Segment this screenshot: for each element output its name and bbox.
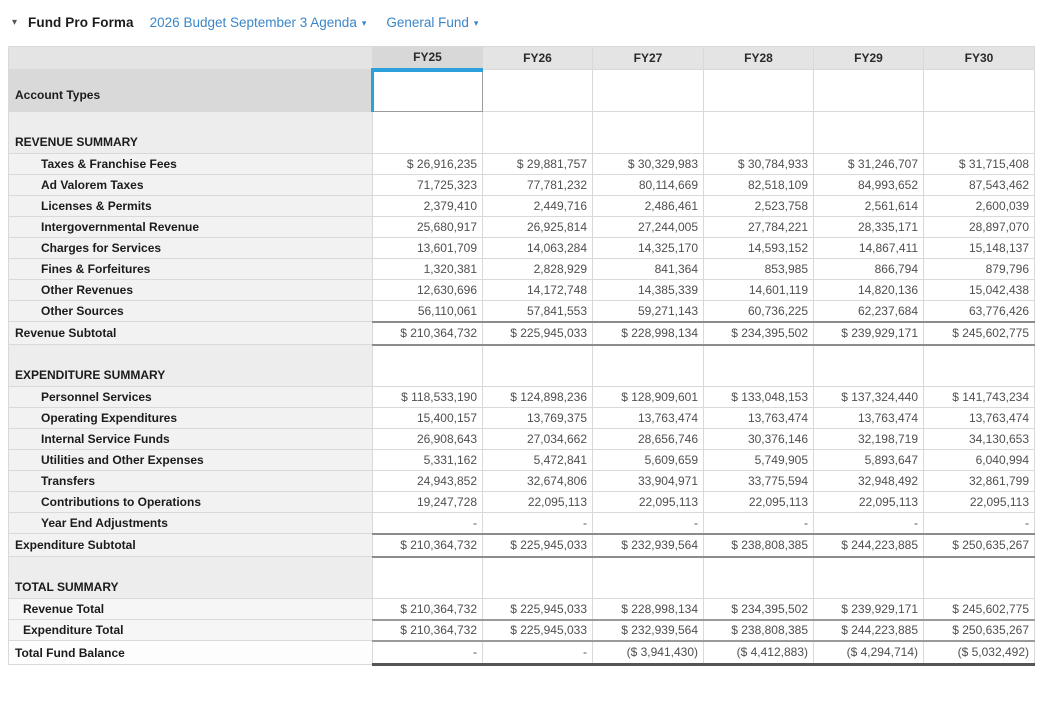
cell-other-revenues-fy28[interactable]: 14,601,119: [704, 280, 814, 301]
cell-charges-for-services-fy25[interactable]: 13,601,709: [373, 238, 483, 259]
cell-ad-valorem-taxes-fy29[interactable]: 84,993,652: [814, 175, 924, 196]
cell-other-revenues-fy26[interactable]: 14,172,748: [483, 280, 593, 301]
cell-utilities-and-other-expenses-fy30[interactable]: 6,040,994: [924, 450, 1035, 471]
cell-personnel-services-fy25[interactable]: $ 118,533,190: [373, 387, 483, 408]
row-label: EXPENDITURE SUMMARY: [9, 345, 373, 387]
row-charges-for-services: [9, 238, 1035, 259]
cell-other-sources-fy26[interactable]: 57,841,553: [483, 301, 593, 322]
cell-charges-for-services-fy28[interactable]: 14,593,152: [704, 238, 814, 259]
chevron-down-icon: ▾: [361, 17, 367, 28]
budget-version-label: 2026 Budget September 3 Agenda: [149, 14, 357, 30]
cell-expenditure-subtotal-fy25[interactable]: $ 210,364,732: [373, 534, 483, 557]
cell-expenditure-summary-fy29[interactable]: [814, 345, 924, 387]
column-header-row: [9, 47, 1035, 70]
cell-transfers-fy29[interactable]: 32,948,492: [814, 471, 924, 492]
cell-licenses-permits-fy27[interactable]: 2,486,461: [593, 196, 704, 217]
cell-expenditure-total-fy28[interactable]: $ 238,808,385: [704, 620, 814, 641]
cell-charges-for-services-fy29[interactable]: 14,867,411: [814, 238, 924, 259]
row-label: REVENUE SUMMARY: [9, 112, 373, 154]
row-total-summary: [9, 557, 1035, 599]
row-total-fund-balance: [9, 641, 1035, 665]
page-title: Fund Pro Forma: [28, 14, 134, 30]
cell-year-end-adjustments-fy30[interactable]: -: [924, 513, 1035, 534]
row-label: Internal Service Funds: [9, 429, 373, 450]
cell-revenue-total-fy25[interactable]: $ 210,364,732: [373, 599, 483, 620]
cell-other-sources-fy27[interactable]: 59,271,143: [593, 301, 704, 322]
cell-other-revenues-fy27[interactable]: 14,385,339: [593, 280, 704, 301]
row-label: Expenditure Total: [9, 620, 373, 641]
row-fines-forfeitures: [9, 259, 1035, 280]
row-label: Operating Expenditures: [9, 408, 373, 429]
row-expenditure-subtotal: [9, 534, 1035, 557]
cell-operating-expenditures-fy28[interactable]: 13,763,474: [704, 408, 814, 429]
cell-transfers-fy27[interactable]: 33,904,971: [593, 471, 704, 492]
cell-licenses-permits-fy26[interactable]: 2,449,716: [483, 196, 593, 217]
cell-personnel-services-fy30[interactable]: $ 141,743,234: [924, 387, 1035, 408]
cell-utilities-and-other-expenses-fy25[interactable]: 5,331,162: [373, 450, 483, 471]
cell-revenue-total-fy26[interactable]: $ 225,945,033: [483, 599, 593, 620]
row-expenditure-summary: [9, 345, 1035, 387]
cell-licenses-permits-fy25[interactable]: 2,379,410: [373, 196, 483, 217]
cell-total-fund-balance-fy29[interactable]: ($ 4,294,714): [814, 641, 924, 665]
cell-total-summary-fy25[interactable]: [373, 557, 483, 599]
cell-other-revenues-fy30[interactable]: 15,042,438: [924, 280, 1035, 301]
toolbar: [0, 0, 1041, 34]
cell-expenditure-summary-fy28[interactable]: [704, 345, 814, 387]
cell-other-revenues-fy29[interactable]: 14,820,136: [814, 280, 924, 301]
cell-taxes-franchise-fees-fy29[interactable]: $ 31,246,707: [814, 154, 924, 175]
cell-internal-service-funds-fy29[interactable]: 32,198,719: [814, 429, 924, 450]
cell-internal-service-funds-fy26[interactable]: 27,034,662: [483, 429, 593, 450]
cell-intergovernmental-revenue-fy25[interactable]: 25,680,917: [373, 217, 483, 238]
row-utilities-and-other-expenses: [9, 450, 1035, 471]
cell-revenue-subtotal-fy28[interactable]: $ 234,395,502: [704, 322, 814, 345]
cell-fines-forfeitures-fy27[interactable]: 841,364: [593, 259, 704, 280]
cell-revenue-subtotal-fy27[interactable]: $ 228,998,134: [593, 322, 704, 345]
row-label: Intergovernmental Revenue: [9, 217, 373, 238]
row-transfers: [9, 471, 1035, 492]
cell-total-fund-balance-fy25[interactable]: -: [373, 641, 483, 665]
cell-other-sources-fy28[interactable]: 60,736,225: [704, 301, 814, 322]
row-label: Utilities and Other Expenses: [9, 450, 373, 471]
cell-fines-forfeitures-fy30[interactable]: 879,796: [924, 259, 1035, 280]
row-label: Ad Valorem Taxes: [9, 175, 373, 196]
cell-expenditure-total-fy27[interactable]: $ 232,939,564: [593, 620, 704, 641]
cell-revenue-total-fy28[interactable]: $ 234,395,502: [704, 599, 814, 620]
row-label: Account Types: [9, 70, 373, 112]
cell-personnel-services-fy28[interactable]: $ 133,048,153: [704, 387, 814, 408]
cell-revenue-total-fy29[interactable]: $ 239,929,171: [814, 599, 924, 620]
cell-total-fund-balance-fy30[interactable]: ($ 5,032,492): [924, 641, 1035, 665]
cell-other-sources-fy30[interactable]: 63,776,426: [924, 301, 1035, 322]
cell-taxes-franchise-fees-fy26[interactable]: $ 29,881,757: [483, 154, 593, 175]
cell-account-types-fy25[interactable]: [373, 70, 483, 112]
cell-other-sources-fy25[interactable]: 56,110,061: [373, 301, 483, 322]
row-label: Contributions to Operations: [9, 492, 373, 513]
row-personnel-services: [9, 387, 1035, 408]
cell-revenue-total-fy30[interactable]: $ 245,602,775: [924, 599, 1035, 620]
cell-year-end-adjustments-fy25[interactable]: -: [373, 513, 483, 534]
cell-ad-valorem-taxes-fy28[interactable]: 82,518,109: [704, 175, 814, 196]
cell-revenue-subtotal-fy26[interactable]: $ 225,945,033: [483, 322, 593, 345]
cell-licenses-permits-fy28[interactable]: 2,523,758: [704, 196, 814, 217]
cell-expenditure-total-fy30[interactable]: $ 250,635,267: [924, 620, 1035, 641]
column-header-fy29[interactable]: FY29: [814, 47, 924, 70]
cell-ad-valorem-taxes-fy25[interactable]: 71,725,323: [373, 175, 483, 196]
cell-contributions-to-operations-fy28[interactable]: 22,095,113: [704, 492, 814, 513]
cell-total-fund-balance-fy28[interactable]: ($ 4,412,883): [704, 641, 814, 665]
cell-revenue-summary-fy29[interactable]: [814, 112, 924, 154]
column-header-fy26[interactable]: FY26: [483, 47, 593, 70]
pro-forma-grid: [8, 46, 1041, 666]
cell-account-types-fy26[interactable]: [483, 70, 593, 112]
cell-year-end-adjustments-fy27[interactable]: -: [593, 513, 704, 534]
cell-expenditure-summary-fy25[interactable]: [373, 345, 483, 387]
cell-year-end-adjustments-fy29[interactable]: -: [814, 513, 924, 534]
cell-transfers-fy28[interactable]: 33,775,594: [704, 471, 814, 492]
cell-total-summary-fy27[interactable]: [593, 557, 704, 599]
row-label: Fines & Forfeitures: [9, 259, 373, 280]
column-header-fy25[interactable]: FY25: [373, 47, 483, 70]
cell-charges-for-services-fy30[interactable]: 15,148,137: [924, 238, 1035, 259]
cell-year-end-adjustments-fy26[interactable]: -: [483, 513, 593, 534]
row-label: Charges for Services: [9, 238, 373, 259]
cell-internal-service-funds-fy28[interactable]: 30,376,146: [704, 429, 814, 450]
fund-dropdown[interactable]: [386, 15, 478, 30]
cell-revenue-subtotal-fy25[interactable]: $ 210,364,732: [373, 322, 483, 345]
cell-expenditure-subtotal-fy27[interactable]: $ 232,939,564: [593, 534, 704, 557]
cell-taxes-franchise-fees-fy25[interactable]: $ 26,916,235: [373, 154, 483, 175]
row-year-end-adjustments: [9, 513, 1035, 534]
cell-taxes-franchise-fees-fy30[interactable]: $ 31,715,408: [924, 154, 1035, 175]
collapse-section-icon[interactable]: ▾: [12, 16, 18, 28]
cell-fines-forfeitures-fy25[interactable]: 1,320,381: [373, 259, 483, 280]
cell-total-summary-fy28[interactable]: [704, 557, 814, 599]
cell-expenditure-subtotal-fy28[interactable]: $ 238,808,385: [704, 534, 814, 557]
row-label: Year End Adjustments: [9, 513, 373, 534]
cell-transfers-fy30[interactable]: 32,861,799: [924, 471, 1035, 492]
cell-utilities-and-other-expenses-fy27[interactable]: 5,609,659: [593, 450, 704, 471]
cell-total-fund-balance-fy27[interactable]: ($ 3,941,430): [593, 641, 704, 665]
cell-total-summary-fy30[interactable]: [924, 557, 1035, 599]
row-intergovernmental-revenue: [9, 217, 1035, 238]
cell-account-types-fy28[interactable]: [704, 70, 814, 112]
cell-ad-valorem-taxes-fy26[interactable]: 77,781,232: [483, 175, 593, 196]
row-contributions-to-operations: [9, 492, 1035, 513]
cell-other-revenues-fy25[interactable]: 12,630,696: [373, 280, 483, 301]
row-label: TOTAL SUMMARY: [9, 557, 373, 599]
cell-contributions-to-operations-fy25[interactable]: 19,247,728: [373, 492, 483, 513]
cell-account-types-fy30[interactable]: [924, 70, 1035, 112]
row-label: Licenses & Permits: [9, 196, 373, 217]
cell-operating-expenditures-fy30[interactable]: 13,763,474: [924, 408, 1035, 429]
row-label: Taxes & Franchise Fees: [9, 154, 373, 175]
cell-expenditure-total-fy29[interactable]: $ 244,223,885: [814, 620, 924, 641]
cell-operating-expenditures-fy25[interactable]: 15,400,157: [373, 408, 483, 429]
cell-revenue-summary-fy28[interactable]: [704, 112, 814, 154]
row-label: Other Revenues: [9, 280, 373, 301]
cell-ad-valorem-taxes-fy27[interactable]: 80,114,669: [593, 175, 704, 196]
row-label: Revenue Subtotal: [9, 322, 373, 345]
fund-label: General Fund: [386, 14, 469, 30]
cell-expenditure-total-fy25[interactable]: $ 210,364,732: [373, 620, 483, 641]
cell-other-sources-fy29[interactable]: 62,237,684: [814, 301, 924, 322]
cell-ad-valorem-taxes-fy30[interactable]: 87,543,462: [924, 175, 1035, 196]
cell-revenue-summary-fy26[interactable]: [483, 112, 593, 154]
cell-operating-expenditures-fy29[interactable]: 13,763,474: [814, 408, 924, 429]
row-label-column-header: [9, 47, 373, 70]
cell-intergovernmental-revenue-fy26[interactable]: 26,925,814: [483, 217, 593, 238]
cell-personnel-services-fy27[interactable]: $ 128,909,601: [593, 387, 704, 408]
chevron-down-icon: ▾: [473, 17, 479, 28]
cell-internal-service-funds-fy25[interactable]: 26,908,643: [373, 429, 483, 450]
cell-expenditure-subtotal-fy26[interactable]: $ 225,945,033: [483, 534, 593, 557]
cell-total-fund-balance-fy26[interactable]: -: [483, 641, 593, 665]
cell-personnel-services-fy26[interactable]: $ 124,898,236: [483, 387, 593, 408]
row-expenditure-total: [9, 620, 1035, 641]
cell-contributions-to-operations-fy30[interactable]: 22,095,113: [924, 492, 1035, 513]
row-operating-expenditures: [9, 408, 1035, 429]
cell-transfers-fy26[interactable]: 32,674,806: [483, 471, 593, 492]
cell-contributions-to-operations-fy29[interactable]: 22,095,113: [814, 492, 924, 513]
cell-year-end-adjustments-fy28[interactable]: -: [704, 513, 814, 534]
cell-expenditure-subtotal-fy30[interactable]: $ 250,635,267: [924, 534, 1035, 557]
cell-total-summary-fy29[interactable]: [814, 557, 924, 599]
cell-account-types-fy27[interactable]: [593, 70, 704, 112]
cell-revenue-summary-fy27[interactable]: [593, 112, 704, 154]
row-account-types: [9, 70, 1035, 112]
row-internal-service-funds: [9, 429, 1035, 450]
row-label: Expenditure Subtotal: [9, 534, 373, 557]
cell-contributions-to-operations-fy26[interactable]: 22,095,113: [483, 492, 593, 513]
row-revenue-subtotal: [9, 322, 1035, 345]
cell-utilities-and-other-expenses-fy29[interactable]: 5,893,647: [814, 450, 924, 471]
cell-revenue-summary-fy30[interactable]: [924, 112, 1035, 154]
cell-expenditure-total-fy26[interactable]: $ 225,945,033: [483, 620, 593, 641]
cell-taxes-franchise-fees-fy28[interactable]: $ 30,784,933: [704, 154, 814, 175]
row-ad-valorem-taxes: [9, 175, 1035, 196]
cell-utilities-and-other-expenses-fy28[interactable]: 5,749,905: [704, 450, 814, 471]
cell-revenue-subtotal-fy30[interactable]: $ 245,602,775: [924, 322, 1035, 345]
cell-intergovernmental-revenue-fy29[interactable]: 28,335,171: [814, 217, 924, 238]
cell-revenue-summary-fy25[interactable]: [373, 112, 483, 154]
cell-licenses-permits-fy29[interactable]: 2,561,614: [814, 196, 924, 217]
cell-fines-forfeitures-fy29[interactable]: 866,794: [814, 259, 924, 280]
cell-internal-service-funds-fy27[interactable]: 28,656,746: [593, 429, 704, 450]
column-header-fy27[interactable]: FY27: [593, 47, 704, 70]
cell-operating-expenditures-fy27[interactable]: 13,763,474: [593, 408, 704, 429]
row-label: Total Fund Balance: [9, 641, 373, 665]
cell-utilities-and-other-expenses-fy26[interactable]: 5,472,841: [483, 450, 593, 471]
row-label: Personnel Services: [9, 387, 373, 408]
cell-revenue-total-fy27[interactable]: $ 228,998,134: [593, 599, 704, 620]
cell-expenditure-summary-fy30[interactable]: [924, 345, 1035, 387]
row-other-revenues: [9, 280, 1035, 301]
cell-charges-for-services-fy27[interactable]: 14,325,170: [593, 238, 704, 259]
cell-expenditure-subtotal-fy29[interactable]: $ 244,223,885: [814, 534, 924, 557]
cell-expenditure-summary-fy26[interactable]: [483, 345, 593, 387]
row-label: Revenue Total: [9, 599, 373, 620]
column-header-fy30[interactable]: FY30: [924, 47, 1035, 70]
cell-intergovernmental-revenue-fy28[interactable]: 27,784,221: [704, 217, 814, 238]
cell-taxes-franchise-fees-fy27[interactable]: $ 30,329,983: [593, 154, 704, 175]
column-header-fy28[interactable]: FY28: [704, 47, 814, 70]
cell-fines-forfeitures-fy26[interactable]: 2,828,929: [483, 259, 593, 280]
cell-charges-for-services-fy26[interactable]: 14,063,284: [483, 238, 593, 259]
cell-expenditure-summary-fy27[interactable]: [593, 345, 704, 387]
cell-revenue-subtotal-fy29[interactable]: $ 239,929,171: [814, 322, 924, 345]
row-taxes-franchise-fees: [9, 154, 1035, 175]
cell-intergovernmental-revenue-fy30[interactable]: 28,897,070: [924, 217, 1035, 238]
row-licenses-permits: [9, 196, 1035, 217]
row-revenue-total: [9, 599, 1035, 620]
cell-account-types-fy29[interactable]: [814, 70, 924, 112]
cell-operating-expenditures-fy26[interactable]: 13,769,375: [483, 408, 593, 429]
cell-internal-service-funds-fy30[interactable]: 34,130,653: [924, 429, 1035, 450]
cell-licenses-permits-fy30[interactable]: 2,600,039: [924, 196, 1035, 217]
cell-contributions-to-operations-fy27[interactable]: 22,095,113: [593, 492, 704, 513]
row-other-sources: [9, 301, 1035, 322]
cell-intergovernmental-revenue-fy27[interactable]: 27,244,005: [593, 217, 704, 238]
cell-personnel-services-fy29[interactable]: $ 137,324,440: [814, 387, 924, 408]
row-revenue-summary: [9, 112, 1035, 154]
cell-transfers-fy25[interactable]: 24,943,852: [373, 471, 483, 492]
cell-fines-forfeitures-fy28[interactable]: 853,985: [704, 259, 814, 280]
row-label: Transfers: [9, 471, 373, 492]
row-label: Other Sources: [9, 301, 373, 322]
cell-total-summary-fy26[interactable]: [483, 557, 593, 599]
budget-version-dropdown[interactable]: [150, 15, 367, 30]
fund-pro-forma-table: [8, 46, 1035, 666]
